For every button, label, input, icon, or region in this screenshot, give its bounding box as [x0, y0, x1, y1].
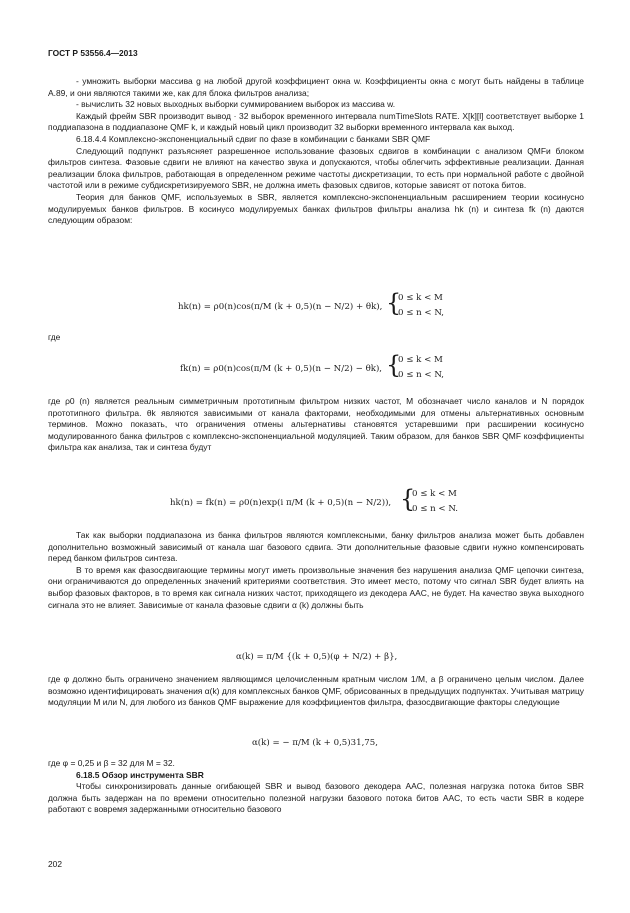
paragraph-text: где φ должно быть ограничено значением являющимся целочисленным кратным числом 1/M, а β ограничено целым числом. Далее возможно идентифицировать значения α(k) для комплексных банков QMF, обрисованных в предыдущих подпунктах. Учитывая матрицу модуляции M или N, для любого из банков QMF выражение для коэффициентов фильтра, фазосдвигающие факторы следующие [48, 674, 584, 708]
paragraph [48, 758, 584, 816]
equation-conditions: 0 ≤ k < M 0 ≤ n < N. [412, 489, 459, 514]
paragraph-text: где [48, 332, 61, 342]
equation-phase-value: α(k) = − π/M (k + 0,5)31,75, [252, 738, 378, 748]
equation-phase-shift: α(k) = π/M {(k + 0,5)(φ + N/2) + β}, [236, 652, 398, 662]
paragraph-text: Каждый фрейм SBR производит вывод · 32 выборок временного интервала numTimeSlots RATE. X[k][l] соответствует выборке 1 поддиапазона в поддиапазоне QMF k, и каждый новый цикл производит 32 выборки временного интервала как выход. [48, 110, 584, 133]
equation-h-filter: hk(n) = ρ0(n)cos(π/M (k + 0,5)(n − N/2) + θk), [178, 302, 383, 312]
list-item: - умножить выборки массива g на любой другой коэффициент окна w. Коэффициенты окна c могут быть найдены в таблице А.89, и они являются такими же, как для блока фильтров анализа; [48, 76, 584, 98]
paragraph-text: Следующий подпункт разъясняет разрешенное использование фазовых сдвигов в комбинации с анализом QMFи блоком фильтров синтеза. Фазовые сдвиги не влияют на качество звука и допускаются, чтобы облегчить эффективные реализации. Данная реализации блока фильтров, работающая в определенном режиме частоты дискретизации, то есть при нормальной работе с двойной частотой или в режиме субдискретизируемого SBR, не должна иметь фазовых сдвигов, которые зависят от потока битов. [48, 145, 584, 191]
brace: { [400, 485, 416, 513]
equation-f-filter: fk(n) = ρ0(n)cos(π/M (k + 0,5)(n − N/2) − θk), [180, 364, 383, 374]
paragraph-text: Теория для банков QMF, используемых в SBR, является комплексно-экспоненциальным расширением теории косинусно модулируемых банков фильтров. В косинусо модулируемых банках фильтров фильтры анализа hk (n) и синтеза fk (n) даются следующим образом: [48, 191, 584, 226]
section-heading: 6.18.4.4 Комплексно-экспоненциальный сдвиг по фазе в комбинации с банками SBR QMF [76, 133, 431, 144]
paragraph-text: где φ = 0,25 и β = 32 для M = 32. [48, 758, 175, 768]
section-heading: 6.18.5 Обзор инструмента SBR [76, 769, 204, 780]
equation-conditions: 0 ≤ k < M 0 ≤ n < N, [398, 293, 445, 318]
paragraph-text: Так как выборки поддиапазона из банка фильтров являются комплексными, банку фильтров анализа может быть добавлен дополнительно возможный зависимый от канала шаг базового сдвига. Эти дополнительные фазовые сдвиги нужно компенсировать перед банком фильтров синтеза. [48, 530, 584, 564]
list-item: - вычислить 32 новых выходных выборки суммированием выборок из массива w. [76, 99, 396, 110]
paragraph [48, 530, 584, 611]
doc-header: ГОСТ Р 53556.4—2013 [48, 48, 138, 58]
brace: { [386, 351, 402, 379]
paragraph [48, 76, 584, 227]
paragraph-text: Чтобы синхронизировать данные огибающей SBR и вывод базового декодера AAC, полезная нагрузка потока битов SBR должна быть задержан на по времени относительно полезной нагрузки базового потока битов AAC, то есть части SBR в кодере работают с вовремя задержанными относительно базового [48, 781, 584, 815]
paragraph-text: где ρ0 (n) является реальным симметричным прототипным фильтром низких частот, M обозначает число каналов и N порядок прототипного фильтра. θk являются зависимыми от канала факторами, необходимыми для отмены альтернативных основным терминов. Можно показать, что ограничения отмены альтернативы становятся устаревшими при расширении косинусно модулированного банка фильтров с комплексно-экспоненциальной модуляцией. Таким образом, для банков SBR QMF коэффициенты фильтра как анализа, так и синтеза будут [48, 396, 584, 453]
equation-conditions: 0 ≤ k < M 0 ≤ n < N, [398, 355, 445, 380]
brace: { [386, 289, 402, 317]
page-number: 202 [48, 859, 62, 869]
paragraph-text: В то время как фазосдвигающие термины могут иметь произвольные значения без нарушения анализа QMF цепочки синтеза, они ограничиваются до определенных значений критериями соответствия. Это имеет место, потому что сигнал SBR будет влиять на выбор фазовых факторов, в то время как сигнала низких частот, приходящего из декодера AAC, не будет. На качество звука выходного сигнала это не влияет. Зависимые от канала фазовые сдвиги α (k) должны быть [48, 564, 584, 610]
equation-complex-filter: hk(n) = fk(n) = ρ0(n)exp(i π/M (k + 0,5)(n − N/2)), [170, 498, 392, 508]
